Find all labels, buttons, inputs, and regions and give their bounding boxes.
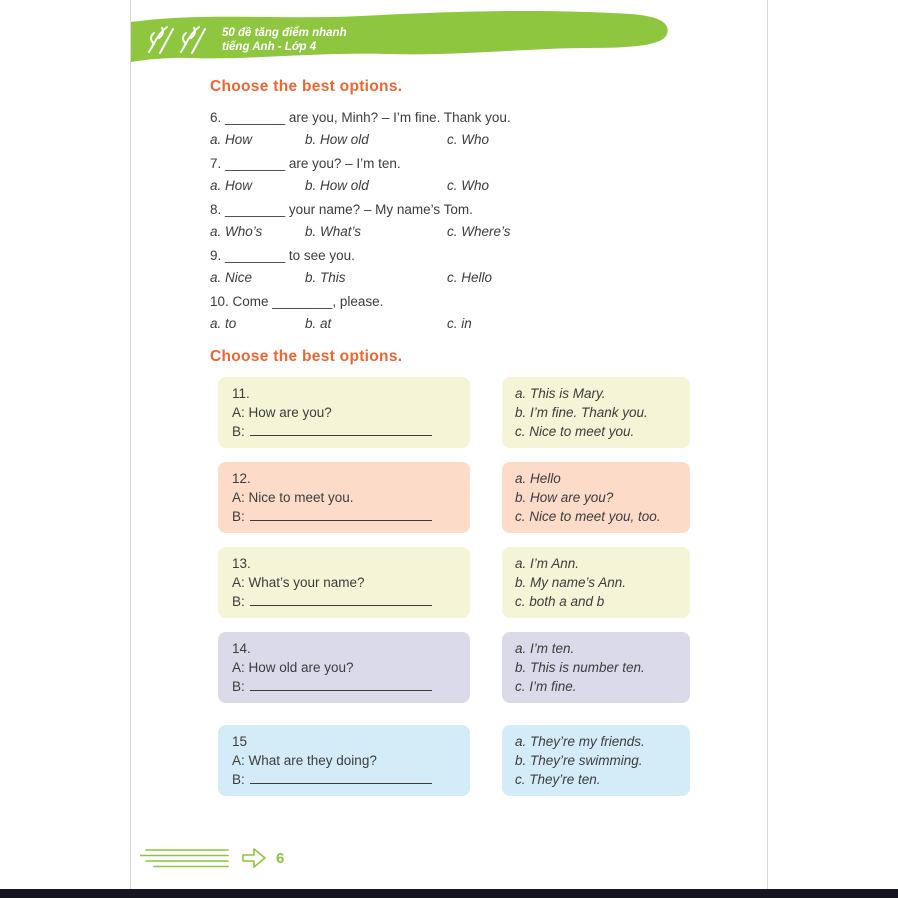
option-c: c. Who bbox=[447, 178, 490, 193]
option-b: b. I’m fine. Thank you. bbox=[515, 405, 648, 420]
book-title bbox=[222, 26, 347, 54]
options-row bbox=[210, 314, 692, 334]
dialogue-box bbox=[218, 632, 470, 703]
section2 bbox=[210, 348, 692, 796]
dialogue-box bbox=[218, 547, 470, 618]
option-a: a. Who’s bbox=[210, 224, 263, 239]
option-c: c. I’m fine. bbox=[515, 679, 577, 694]
option-b: b. How old bbox=[305, 132, 369, 147]
question-text: 9. ________ to see you. bbox=[210, 248, 355, 263]
question-text: 6. ________ are you, Minh? – I’m fine. Thank you. bbox=[210, 110, 511, 125]
option-c: c. Hello bbox=[447, 270, 493, 285]
page-edge-left bbox=[130, 0, 131, 889]
arrow-right-icon bbox=[241, 845, 267, 871]
option-b: b. They’re swimming. bbox=[515, 753, 643, 768]
line-b: B: bbox=[232, 770, 456, 789]
page-edge-right bbox=[767, 0, 768, 889]
line-b: B: bbox=[232, 507, 456, 526]
option-a: a. How bbox=[210, 132, 253, 147]
answer-blank bbox=[250, 508, 432, 521]
item-number: 15 bbox=[232, 734, 248, 749]
book-title-line2: tiếng Anh - Lớp 4 bbox=[222, 41, 317, 53]
section2-heading: Choose the best options. bbox=[210, 348, 403, 365]
line-a: A: How old are you? bbox=[232, 660, 354, 675]
option-a: a. Nice bbox=[210, 270, 253, 285]
page-number: 6 bbox=[276, 849, 285, 867]
line-a: A: What are they doing? bbox=[232, 753, 377, 768]
line-b: B: bbox=[232, 422, 456, 441]
question-text: 8. ________ your name? – My name’s Tom. bbox=[210, 202, 473, 217]
dialogue-item-12 bbox=[218, 462, 692, 533]
option-b: b. How old bbox=[305, 178, 369, 193]
question-text: 7. ________ are you? – I’m ten. bbox=[210, 156, 401, 171]
question-6 bbox=[210, 107, 692, 150]
option-b: b. This is number ten. bbox=[515, 660, 645, 675]
dialogue-item-13 bbox=[218, 547, 692, 618]
item-number: 14. bbox=[232, 641, 251, 656]
option-b: b. This bbox=[305, 270, 346, 285]
line-a: A: How are you? bbox=[232, 405, 332, 420]
options-row bbox=[210, 222, 692, 242]
question-text: 10. Come ________, please. bbox=[210, 294, 384, 309]
answer-blank bbox=[250, 423, 432, 436]
options-row bbox=[210, 268, 692, 288]
option-b: b. How are you? bbox=[515, 490, 614, 505]
item-number: 12. bbox=[232, 471, 251, 486]
answer-blank bbox=[250, 593, 432, 606]
dialogue-item-11 bbox=[218, 377, 692, 448]
question-10 bbox=[210, 291, 692, 334]
dialogue-item-14 bbox=[218, 632, 692, 703]
options-box bbox=[502, 632, 690, 703]
option-a: a. How bbox=[210, 178, 253, 193]
option-a: a. I’m Ann. bbox=[515, 556, 580, 571]
option-c: c. both a and b bbox=[515, 594, 605, 609]
option-c: c. Who bbox=[447, 132, 490, 147]
question-9 bbox=[210, 245, 692, 288]
option-a: a. Hello bbox=[515, 471, 561, 486]
options-box bbox=[502, 725, 690, 796]
item-number: 13. bbox=[232, 556, 251, 571]
option-b: b. What’s bbox=[305, 224, 362, 239]
option-c: c. Nice to meet you. bbox=[515, 424, 635, 439]
dialogue-box bbox=[218, 725, 470, 796]
footer bbox=[140, 845, 284, 871]
option-a: a. This is Mary. bbox=[515, 386, 606, 401]
question-8 bbox=[210, 199, 692, 242]
worksheet-content bbox=[210, 78, 692, 810]
bottom-bar bbox=[0, 889, 898, 898]
option-c: c. in bbox=[447, 316, 472, 331]
speed-lines-icon bbox=[140, 845, 232, 871]
options-box bbox=[502, 547, 690, 618]
dialogue-box bbox=[218, 462, 470, 533]
item-number: 11. bbox=[232, 386, 250, 401]
option-b: b. My name’s Ann. bbox=[515, 575, 627, 590]
question-7 bbox=[210, 153, 692, 196]
book-title-line1: 50 đề tăng điểm nhanh bbox=[222, 27, 347, 39]
dialogue-item-15 bbox=[218, 725, 692, 796]
options-row bbox=[210, 176, 692, 196]
option-c: c. Nice to meet you, too. bbox=[515, 509, 661, 524]
answer-blank bbox=[250, 678, 432, 691]
line-b: B: bbox=[232, 677, 456, 696]
line-b: B: bbox=[232, 592, 456, 611]
header bbox=[146, 20, 347, 60]
line-a: A: Nice to meet you. bbox=[232, 490, 354, 505]
line-a: A: What’s your name? bbox=[232, 575, 365, 590]
options-box bbox=[502, 462, 690, 533]
option-a: a. They’re my friends. bbox=[515, 734, 645, 749]
options-box bbox=[502, 377, 690, 448]
option-c: c. Where’s bbox=[447, 224, 511, 239]
option-a: a. I’m ten. bbox=[515, 641, 575, 656]
answer-blank bbox=[250, 771, 432, 784]
options-row bbox=[210, 130, 692, 150]
dialogue-box bbox=[218, 377, 470, 448]
option-b: b. at bbox=[305, 316, 332, 331]
option-c: c. They’re ten. bbox=[515, 772, 601, 787]
section1-heading: Choose the best options. bbox=[210, 78, 403, 95]
wheat-icon bbox=[146, 24, 210, 56]
option-a: a. to bbox=[210, 316, 237, 331]
